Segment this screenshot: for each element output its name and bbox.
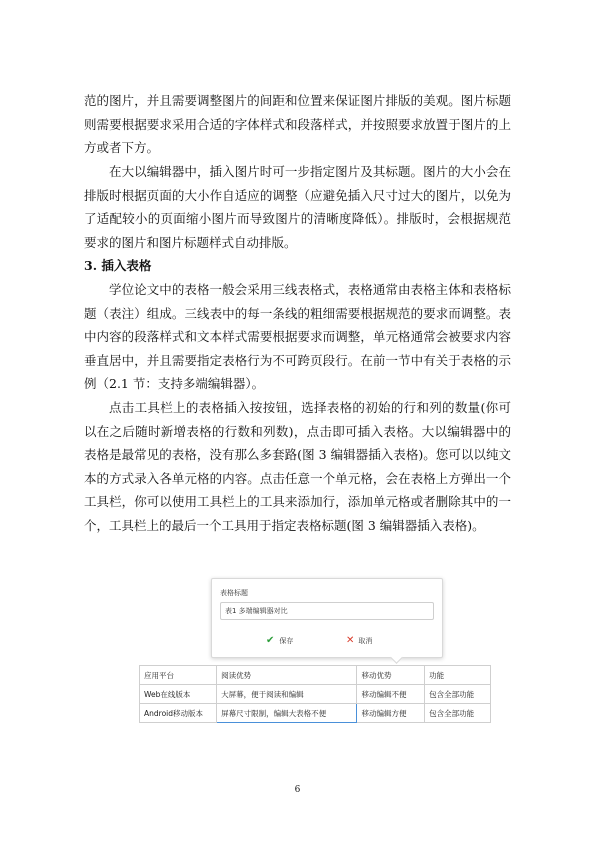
table-cell[interactable]: 移动编辑方便: [357, 704, 425, 723]
table-cell-selected[interactable]: 屏幕尺寸限制，编辑大表格不便: [217, 704, 357, 723]
paragraph-2: 在大以编辑器中，插入图片时可一步指定图片及其标题。图片的大小会在排版时根据页面的大小作自适应的调整（应避免插入尺寸过大的图片，以免为了适配较小的页面缩小图片而导致图片的清晰度降低）。排版时，会根据规范要求的图片和图片标题样式自动排版。: [84, 164, 511, 250]
page-number: 6: [294, 785, 301, 795]
table-cell[interactable]: 应用平台: [140, 666, 217, 685]
paragraph-1: 范的图片，并且需要调整图片的间距和位置来保证图片排版的美观。图片标题则需要根据要求采用合适的字体样式和段落样式，并按照要求放置于图片的上方或者下方。: [84, 93, 511, 155]
table-row: [140, 666, 491, 685]
table-title-label: 表格标题: [220, 589, 248, 597]
close-icon: ✕: [346, 635, 355, 646]
cancel-button-label: 取消: [358, 637, 373, 645]
table-row: [140, 685, 491, 704]
table-cell[interactable]: 大屏幕，便于阅读和编辑: [217, 685, 357, 704]
table-cell[interactable]: 功能: [425, 666, 491, 685]
paragraph-3: 学位论文中的表格一般会采用三线表格式，表格通常由表格主体和表格标题（表注）组成。三线表中的每一条线的粗细需要根据规范的要求而调整。表中内容的段落样式和文本样式需要根据要求而调整，单元格通常会被要求内容垂直居中，并且需要指定表格行为不可跨页段行。在前一节中有关于表格的示例（2.1 节：支持多端编辑器）。: [84, 282, 511, 391]
popup-arrow: [390, 651, 403, 664]
section-heading: 3. 插入表格: [84, 258, 152, 273]
table-cell[interactable]: 移动编辑不便: [357, 685, 425, 704]
table-cell[interactable]: 包含全部功能: [425, 685, 491, 704]
table-cell[interactable]: 阅读优势: [217, 666, 357, 685]
table-row: [140, 704, 491, 723]
table-cell[interactable]: Web在线版本: [140, 685, 217, 704]
save-button-label: 保存: [279, 637, 294, 645]
table-title-input[interactable]: 表1 多端编辑器对比: [220, 602, 434, 620]
table-cell[interactable]: 移动优势: [357, 666, 425, 685]
table-cell[interactable]: 包含全部功能: [425, 704, 491, 723]
check-icon: ✔: [266, 635, 275, 646]
editor-table-figure: [139, 578, 491, 728]
cancel-button[interactable]: [346, 636, 372, 646]
comparison-table: [139, 665, 491, 723]
table-cell[interactable]: Android移动版本: [140, 704, 217, 723]
save-button[interactable]: [266, 636, 293, 646]
table-title-popup: [211, 578, 443, 658]
paragraph-4: 点击工具栏上的表格插入按按钮，选择表格的初始的行和列的数量(你可以在之后随时新增表格的行数和列数)，点击即可插入表格。大以编辑器中的表格是最常见的表格，没有那么多套路(图 3 编辑器插入表格)。您可以以纯文本的方式录入各单元格的内容。点击任意一个单元格，会在表格上方弹出一个工具栏，你可以使用工具栏上的工具来添加行，添加单元格或者删除其中的一个，工具栏上的最后一个工具用于指定表格标题(图 3 编辑器插入表格)。: [84, 400, 511, 533]
